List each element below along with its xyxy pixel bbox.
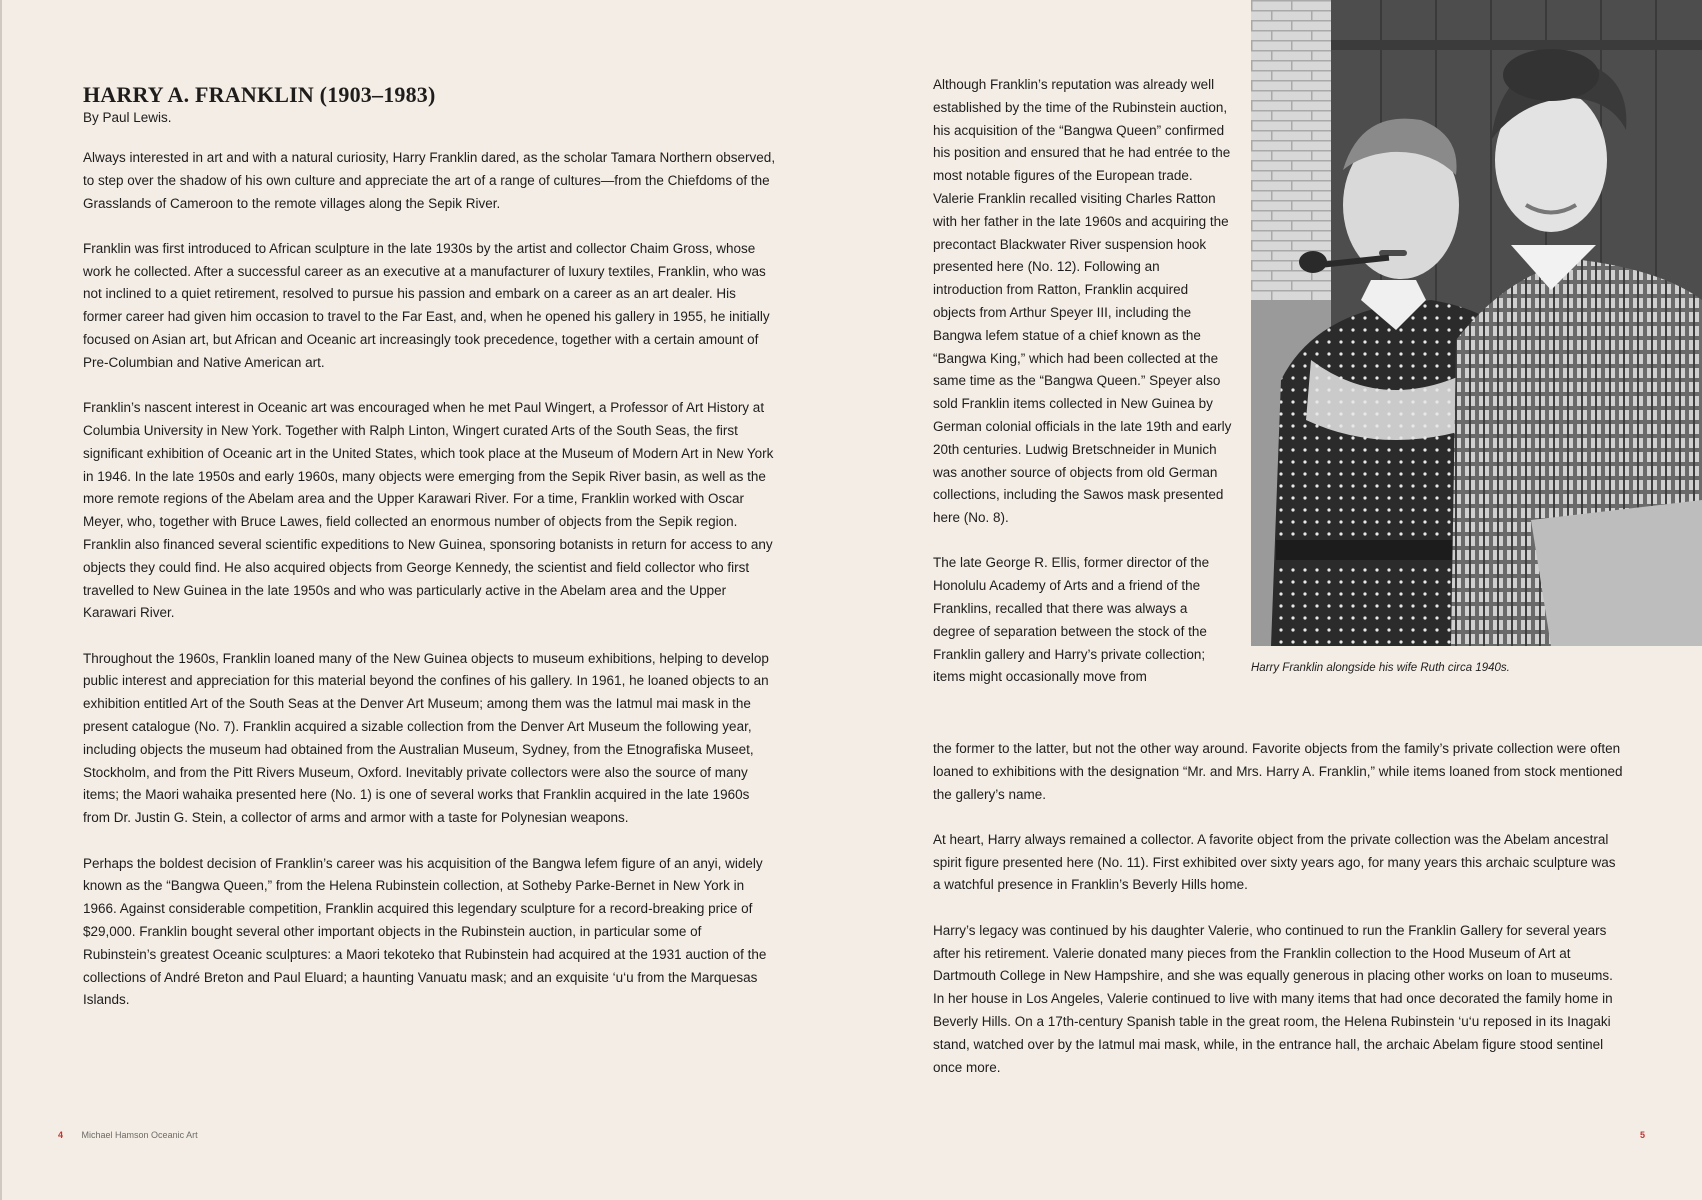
publication-name: Michael Hamson Oceanic Art <box>81 1130 198 1140</box>
article-title: HARRY A. FRANKLIN (1903–1983) <box>83 82 436 107</box>
page-edge <box>0 0 2 1200</box>
right-narrow-column <box>933 74 1233 689</box>
right-wide-column <box>933 738 1623 1102</box>
left-page-footer <box>58 1130 198 1140</box>
article-byline: By Paul Lewis. <box>83 110 172 125</box>
paragraph: Franklin was first introduced to African sculpture in the late 1930s by the artist and collector Chaim Gross, whose work he collected. After a successful career as an executive at a manufacturer of luxury textiles, Franklin, who was not inclined to a quiet retirement, resolved to pursue his passion and embark on a career as an art dealer. His former career had given him occasion to travel to the Far East, and, when he opened his gallery in 1955, he initially focused on Asian art, but African and Oceanic art increasingly took precedence, together with a certain amount of Pre-Columbian and Native American art. <box>83 240 770 370</box>
paragraph: Throughout the 1960s, Franklin loaned many of the New Guinea objects to museum exhibitions, helping to develop public interest and appreciation for this material beyond the confines of his gallery. In 1961, he loaned objects to an exhibition entitled Art of the South Seas at the Denver Art Museum; among them was the Iatmul mai mask in the present catalogue (No. 7). Franklin acquired a sizable collection from the Denver Art Museum the following year, including objects the museum had obtained from the Australian Museum, Sydney, from the Etnografiska Museet, Stockholm, and from the Pitt Rivers Museum, Oxford. Inevitably private collectors were also the source of many items; the Maori wahaika presented here (No. 1) is one of several works that Franklin acquired in the late 1960s from Dr. Justin G. Stein, a collector of arms and armor with a taste for Polynesian weapons. <box>83 650 769 826</box>
paragraph: Harry’s legacy was continued by his daughter Valerie, who continued to run the Franklin Gallery for several years after his retirement. Valerie donated many pieces from the Franklin collection to the Hood Museum of Art at Dartmouth College in New Hampshire, and she was equally generous in placing other works on loan to museums. In her house in Los Angeles, Valerie continued to live with many items that had once decorated the family home in Beverly Hills. On a 17th-century Spanish table in the great room, the Helena Rubinstein ‘u‘u reposed in its Inagaki stand, watched over by the Iatmul mai mask, while, in the entrance hall, the archaic Abelam figure stood sentinel once more. <box>933 922 1613 1075</box>
paragraph: At heart, Harry always remained a collector. A favorite object from the private collection was the Abelam ancestral spirit figure presented here (No. 11). First exhibited over sixty years ago, for many years this archaic sculpture was a watchful presence in Franklin’s Beverly Hills home. <box>933 831 1616 893</box>
paragraph: Always interested in art and with a natural curiosity, Harry Franklin dared, as the scholar Tamara Northern observed, to step over the shadow of his own culture and appreciate the art of a range of cultures—from the Chiefdoms of the Grasslands of Cameroon to the remote villages along the Sepik River. <box>83 150 776 211</box>
paragraph: The late George R. Ellis, former director of the Honolulu Academy of Arts and a friend of the Franklins, recalled that there was always a degree of separation between the stock of the Franklin gallery and Harry’s private collection; items might occasionally move from <box>933 555 1210 685</box>
couple-photo <box>1251 0 1702 646</box>
paragraph: Franklin’s nascent interest in Oceanic art was encouraged when he met Paul Wingert, a Professor of Art History at Columbia University in New York. Together with Ralph Linton, Wingert curated Arts of the South Seas, the first significant exhibition of Oceanic art in the United States, which took place at the Museum of Modern Art in New York in 1946. In the late 1950s and early 1960s, many objects were emerging from the Sepik River basin, as well as the more remote regions of the Abelam area and the Upper Karawari River. For a time, Franklin worked with Oscar Meyer, who, together with Bruce Lawes, field collected an enormous number of objects from the Sepik region. Franklin also financed several scientific expeditions to New Guinea, sponsoring botanists in return for access to any objects they could find. He also acquired objects from George Kennedy, the scientist and field collector who first travelled to New Guinea in the late 1950s and who was particularly active in the Abelam area and the Upper Karawari River. <box>83 400 774 621</box>
photo-illustration <box>1251 0 1702 646</box>
paragraph: Although Franklin’s reputation was already well established by the time of the Rubinstein auction, his acquisition of the “Bangwa Queen” confirmed his position and ensured that he had entrée to the most notable figures of the European trade. Valerie Franklin recalled visiting Charles Ratton with her father in the late 1960s and acquiring the precontact Blackwater River suspension hook presented here (No. 12). Following an introduction from Ratton, Franklin acquired objects from Arthur Speyer III, including the Bangwa lefem statue of a chief known as the “Bangwa King,” which had been collected at the same time as the “Bangwa Queen.” Speyer also sold Franklin items collected in New Guinea by German colonial officials in the late 19th and early 20th centuries. Ludwig Bretschneider in Munich was another source of objects from old German collections, including the Sawos mask presented here (No. 8). <box>933 77 1232 526</box>
paragraph: the former to the latter, but not the other way around. Favorite objects from the family’s private collection were often loaned to exhibitions with the designation “Mr. and Mrs. Harry A. Franklin,” while items loaned from stock mentioned the gallery’s name. <box>933 741 1623 802</box>
right-page-number: 5 <box>1640 1130 1646 1140</box>
left-page-number: 4 <box>58 1130 64 1140</box>
photo-caption: Harry Franklin alongside his wife Ruth circa 1940s. <box>1251 662 1510 674</box>
paragraph: Perhaps the boldest decision of Franklin’s career was his acquisition of the Bangwa lefem figure of an anyi, widely known as the “Bangwa Queen,” from the Helena Rubinstein collection, at Sotheby Parke-Bernet in New York in 1966. Against considerable competition, Franklin acquired this legendary sculpture for a record-breaking price of $29,000. Franklin bought several other important objects in the Rubinstein auction, in particular some of Rubinstein’s greatest Oceanic sculptures: a Maori tekoteko that Rubinstein had acquired at the 1931 auction of the collections of André Breton and Paul Eluard; a haunting Vanuatu mask; and an exquisite ‘u‘u from the Marquesas Islands. <box>83 855 767 1008</box>
left-page-text <box>83 78 778 1035</box>
